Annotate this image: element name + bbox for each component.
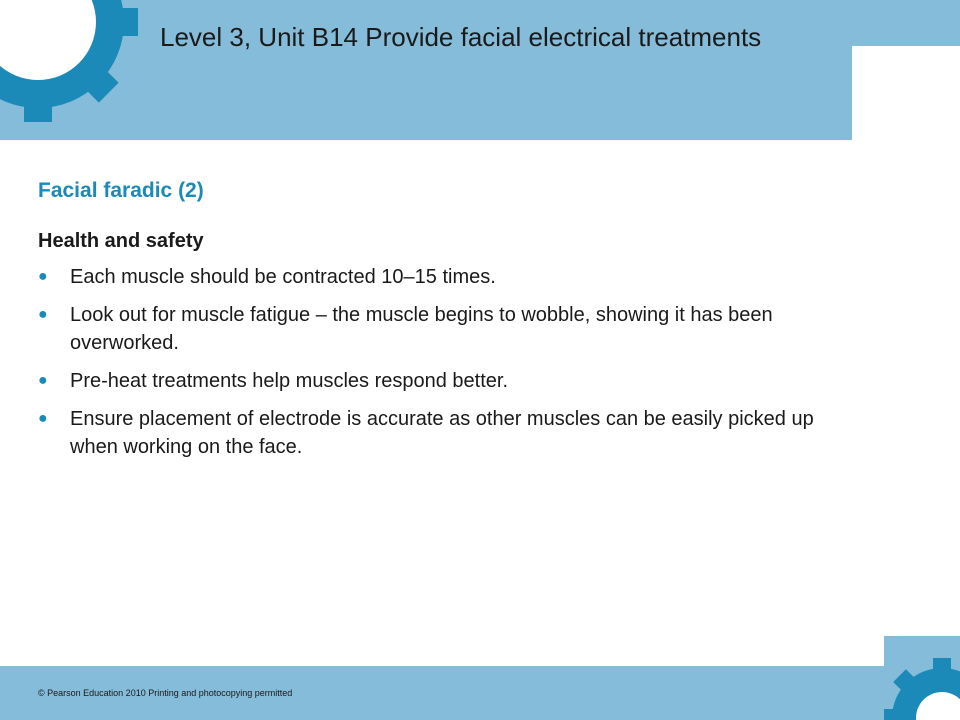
section-title: Facial faradic (2) [38,179,204,202]
bullet-icon: ● [38,372,48,389]
bullet-text: Each muscle should be contracted 10–15 times. [70,266,496,288]
slide-header-title: Level 3, Unit B14 Provide facial electrical treatments [160,22,762,52]
list-item [38,301,858,357]
bullet-icon: ● [38,268,48,285]
bullet-text: Pre-heat treatments help muscles respond better. [70,370,509,392]
gear-icon [884,636,960,720]
bullet-icon: ● [38,410,48,427]
gear-icon [0,0,150,140]
list-item [38,367,858,395]
bullet-list [38,263,858,471]
bullet-text: Ensure placement of electrode is accurate as other muscles can be easily picked up when working on the face. [70,408,814,458]
subheading: Health and safety [38,230,204,252]
header-band-extension [852,0,960,46]
bullet-icon: ● [38,306,48,323]
bullet-text: Look out for muscle fatigue – the muscle begins to wobble, showing it has been overworked. [70,304,773,354]
list-item [38,263,858,291]
list-item [38,405,858,461]
copyright-notice: © Pearson Education 2010 Printing and photocopying permitted [38,688,293,698]
